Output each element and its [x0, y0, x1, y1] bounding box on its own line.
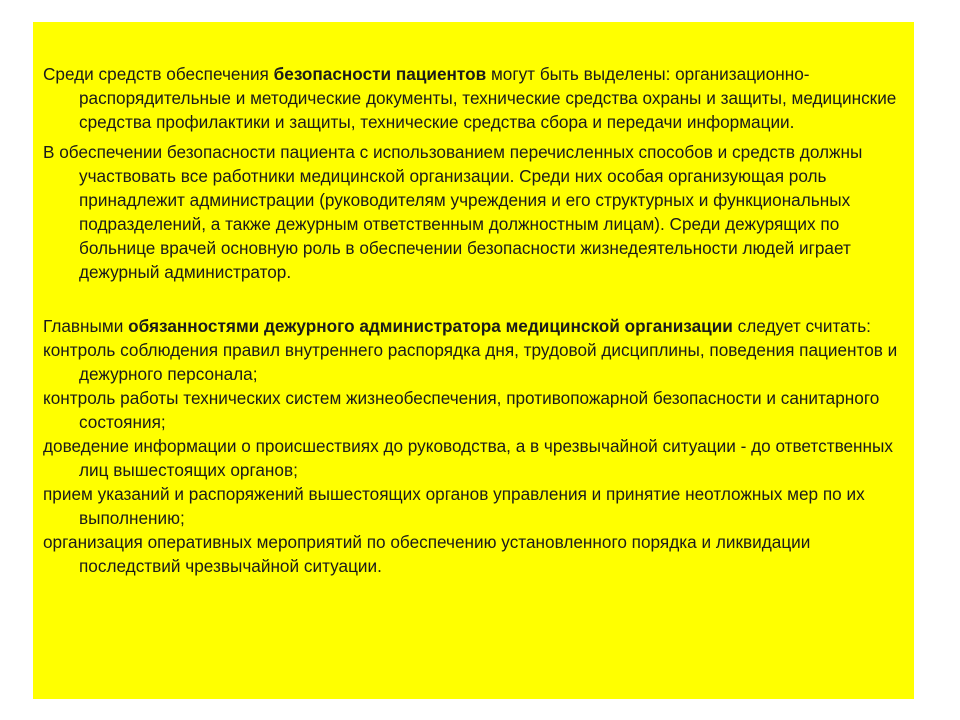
duty-item-emergency-response: организация оперативных мероприятий по обеспечению установленного порядка и ликвидации последствий чрезвычайной ситуации. [43, 532, 811, 576]
paragraph-staff-participation: В обеспечении безопасности пациента с использованием перечисленных способов и средств должны участвовать все работники медицинской организации. Среди них особая организующая роль принадлежит администрации (руководителям учреждения и его структурных и функциональных подразделений, а также дежурным ответственным должностным лицам). Среди дежурящих по больнице врачей основную роль в обеспечении безопасности жизнедеятельности людей играет дежурный администратор. [43, 142, 863, 282]
slide-background [33, 22, 914, 699]
paragraph-safety-means [43, 62, 905, 134]
duty-item-systems-control: контроль работы технических систем жизнеобеспечения, противопожарной безопасности и санитарного состояния; [43, 388, 880, 432]
duties-intro-rest: следует считать: [732, 316, 871, 336]
paragraph-safety-means-lead: Среди средств обеспечения [43, 64, 274, 84]
duties-intro-lead: Главными [43, 316, 129, 336]
duty-item-incident-reporting: доведение информации о происшествиях до руководства, а в чрезвычайной ситуации - до ответственных лиц вышестоящих органов; [43, 436, 893, 480]
patient-safety-emphasis: безопасности пациентов [273, 64, 487, 84]
paragraph-safety-means-rest: могут быть выделены: организационно-распорядительные и методические документы, технические средства охраны и защиты, медицинские средства профилактики и защиты, технические средства сбора и передачи информации. [79, 64, 897, 132]
duty-item-discipline-control: контроль соблюдения правил внутреннего распорядка дня, трудовой дисциплины, поведения пациентов и дежурного персонала; [43, 340, 898, 384]
paragraph-duties-intro [43, 314, 905, 338]
duty-item-orders-reception: прием указаний и распоряжений вышестоящих органов управления и принятие неотложных мер по их выполнению; [43, 484, 865, 528]
slide-text-body [43, 62, 905, 578]
duties-emphasis: обязанностями дежурного администратора медицинской организации [128, 316, 733, 336]
